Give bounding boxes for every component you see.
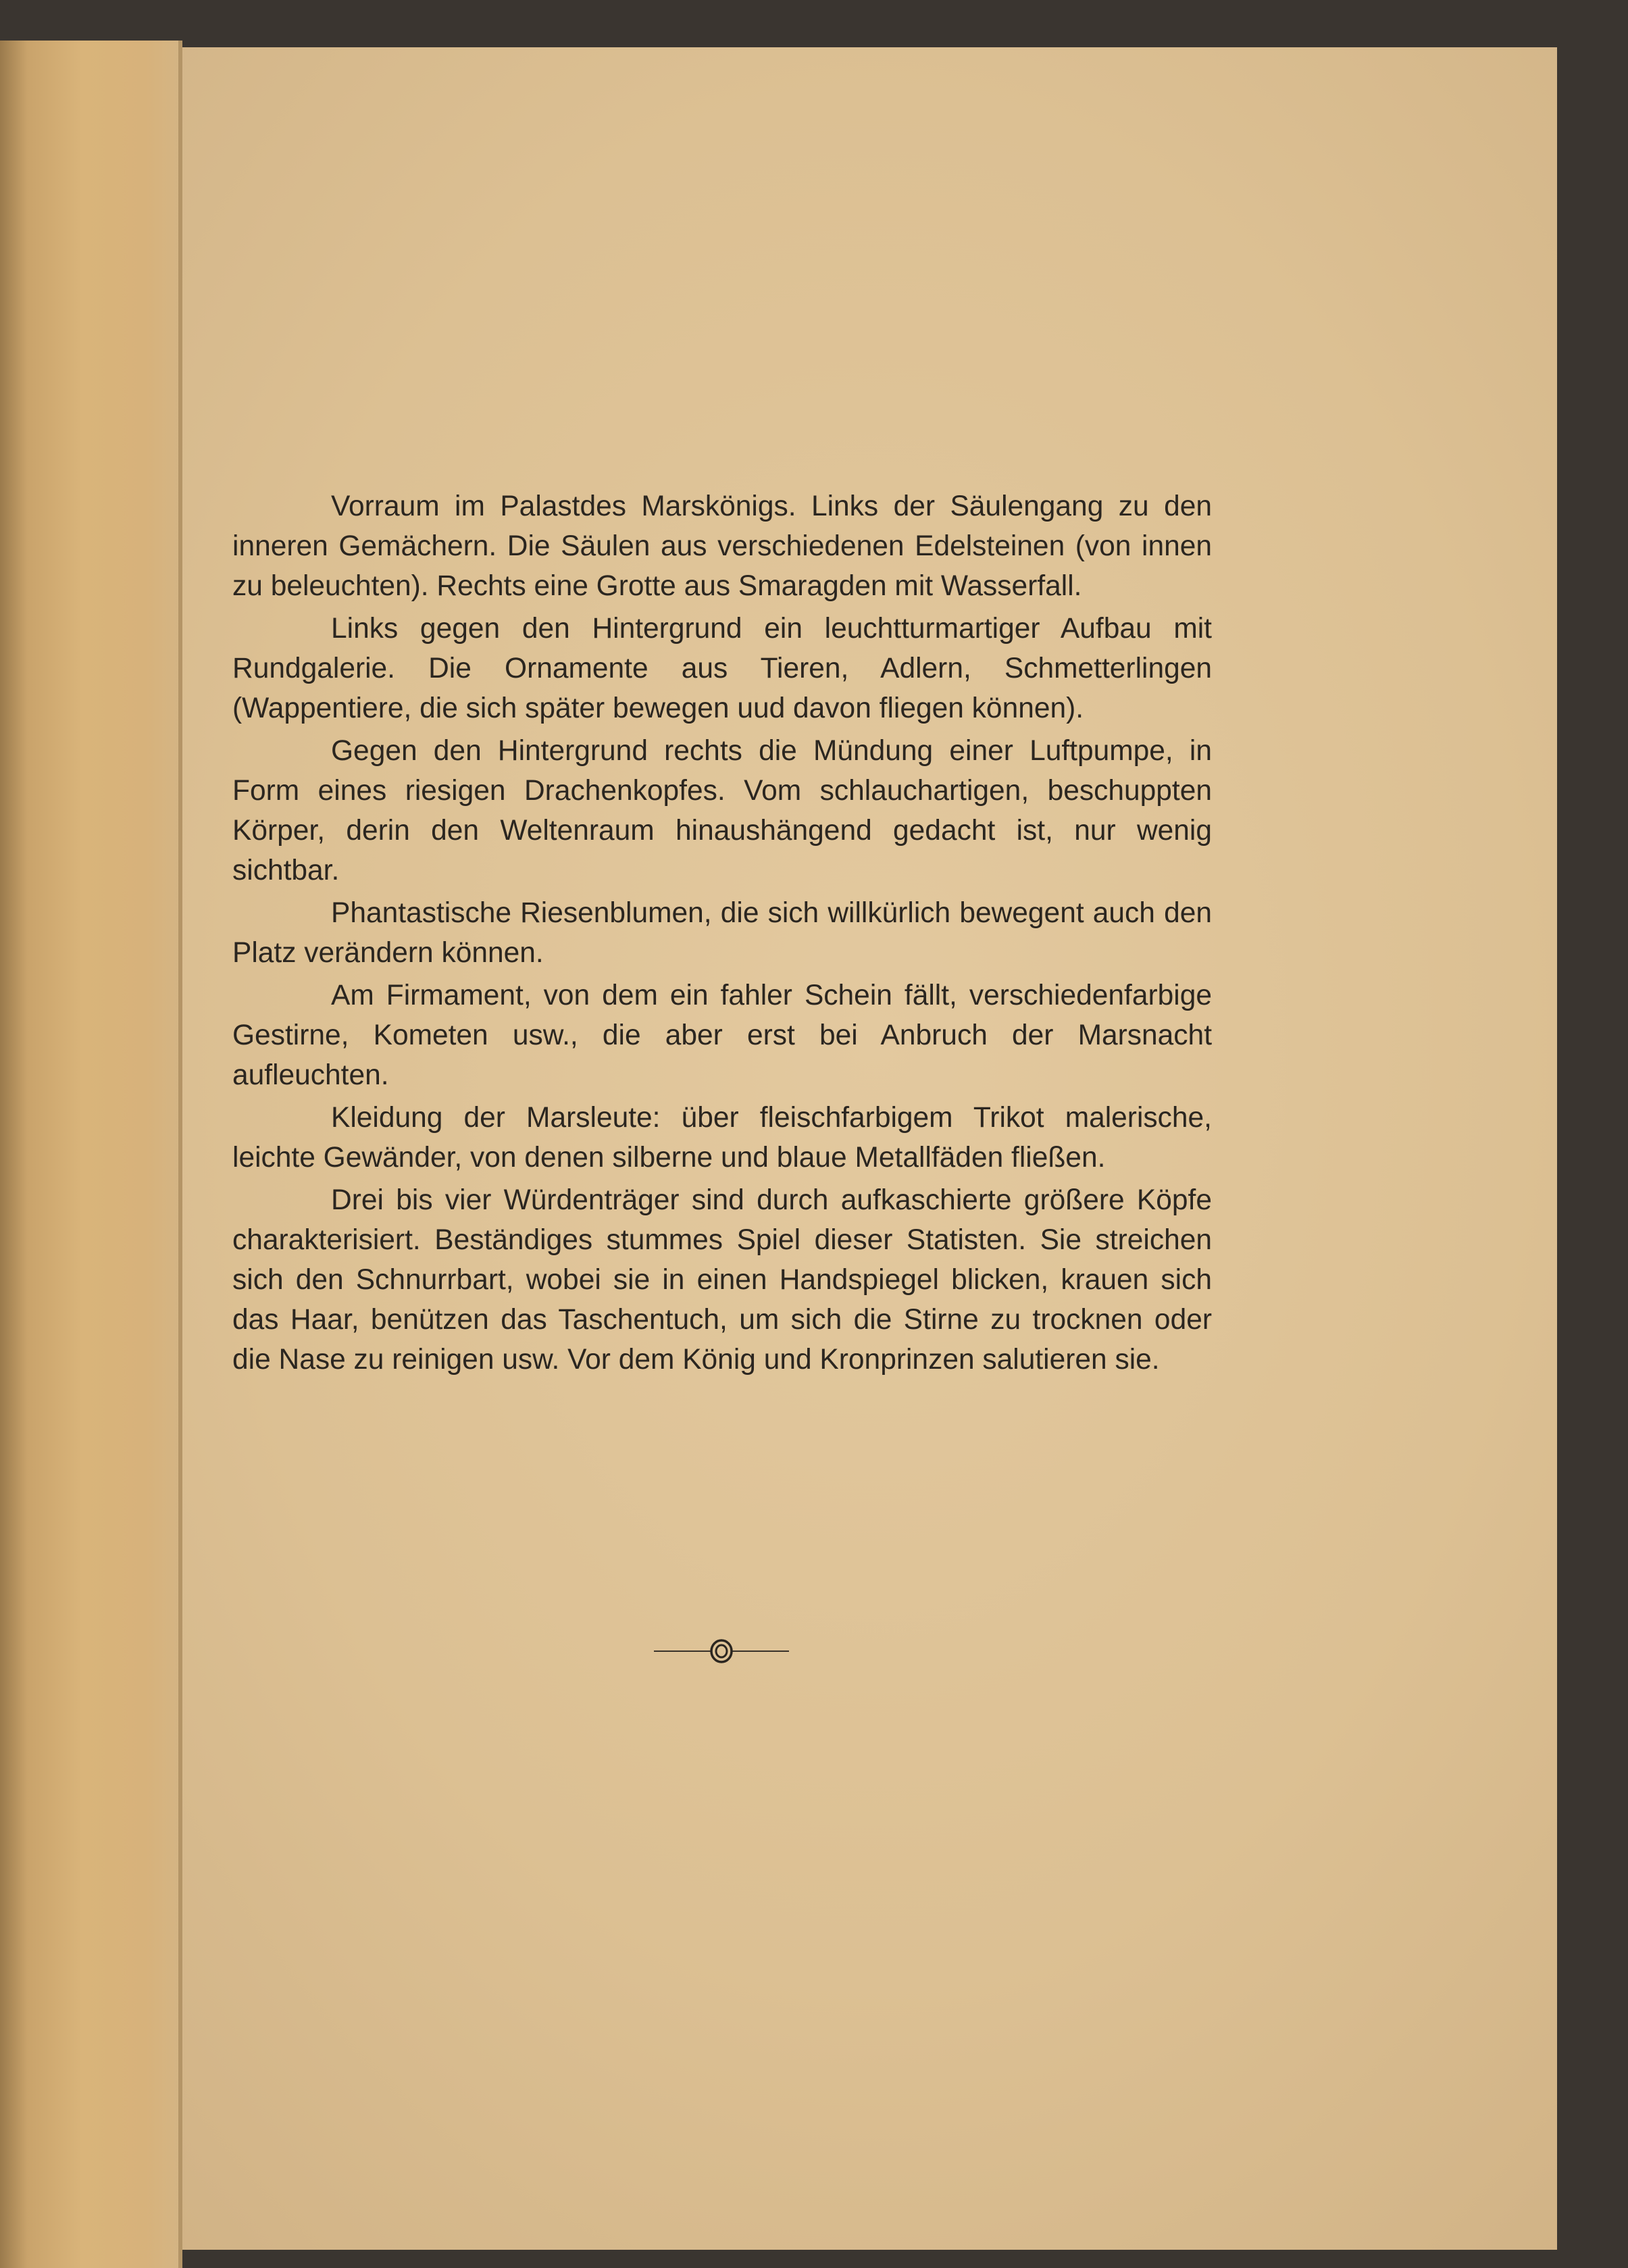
book-binding bbox=[0, 41, 182, 2268]
paragraph-luftpumpe: Gegen den Hintergrund rechts die Mündung einer Luftpumpe, in Form eines riesigen Drachenkopfes. Vom schlauchartigen, beschuppten Körper, derin den Weltenraum hinaushängend gedacht ist, nur wenig sichtbar. bbox=[232, 735, 1212, 886]
ring-ornament-icon bbox=[654, 1636, 789, 1666]
paragraph-leuchtturm: Links gegen den Hintergrund ein leuchtturmartiger Aufbau mit Rundgalerie. Die Ornamente aus Tieren, Adlern, Schmetterlingen (Wappentiere, die sich später bewegen uud davon fliegen können). bbox=[232, 613, 1212, 724]
body-text bbox=[232, 486, 1212, 1382]
paragraph-firmament: Am Firmament, von dem ein fahler Schein fällt, verschiedenfarbige Gestirne, Kometen usw., die aber erst bei Anbruch der Marsnacht aufleuchten. bbox=[232, 980, 1212, 1091]
paragraph-riesenblumen: Phantastische Riesenblumen, die sich willkürlich bewegent auch den Platz verändern können. bbox=[232, 897, 1212, 969]
paragraph-kleidung: Kleidung der Marsleute: über fleischfarbigem Trikot malerische, leichte Gewänder, von denen silberne und blaue Metallfäden fließen. bbox=[232, 1102, 1212, 1174]
paragraph-wuerdentraeger: Drei bis vier Würdenträger sind durch aufkaschierte größere Köpfe charakterisiert. Beständiges stummes Spiel dieser Statisten. Sie streichen sich den Schnurrbart, wobei sie in einen Handspiegel blicken, krauen sich das Haar, benützen das Taschentuch, um sich die Stirne zu trocknen oder die Nase zu reinigen usw. Vor dem König und Kronprinzen salutieren sie. bbox=[232, 1184, 1212, 1376]
paragraph-vorraum: Vorraum im Palastdes Marskönigs. Links der Säulengang zu den inneren Gemächern. Die Säulen aus verschiedenen Edelsteinen (von innen zu beleuchten). Rechts eine Grotte aus Smaragden mit Wasserfall. bbox=[232, 490, 1212, 602]
